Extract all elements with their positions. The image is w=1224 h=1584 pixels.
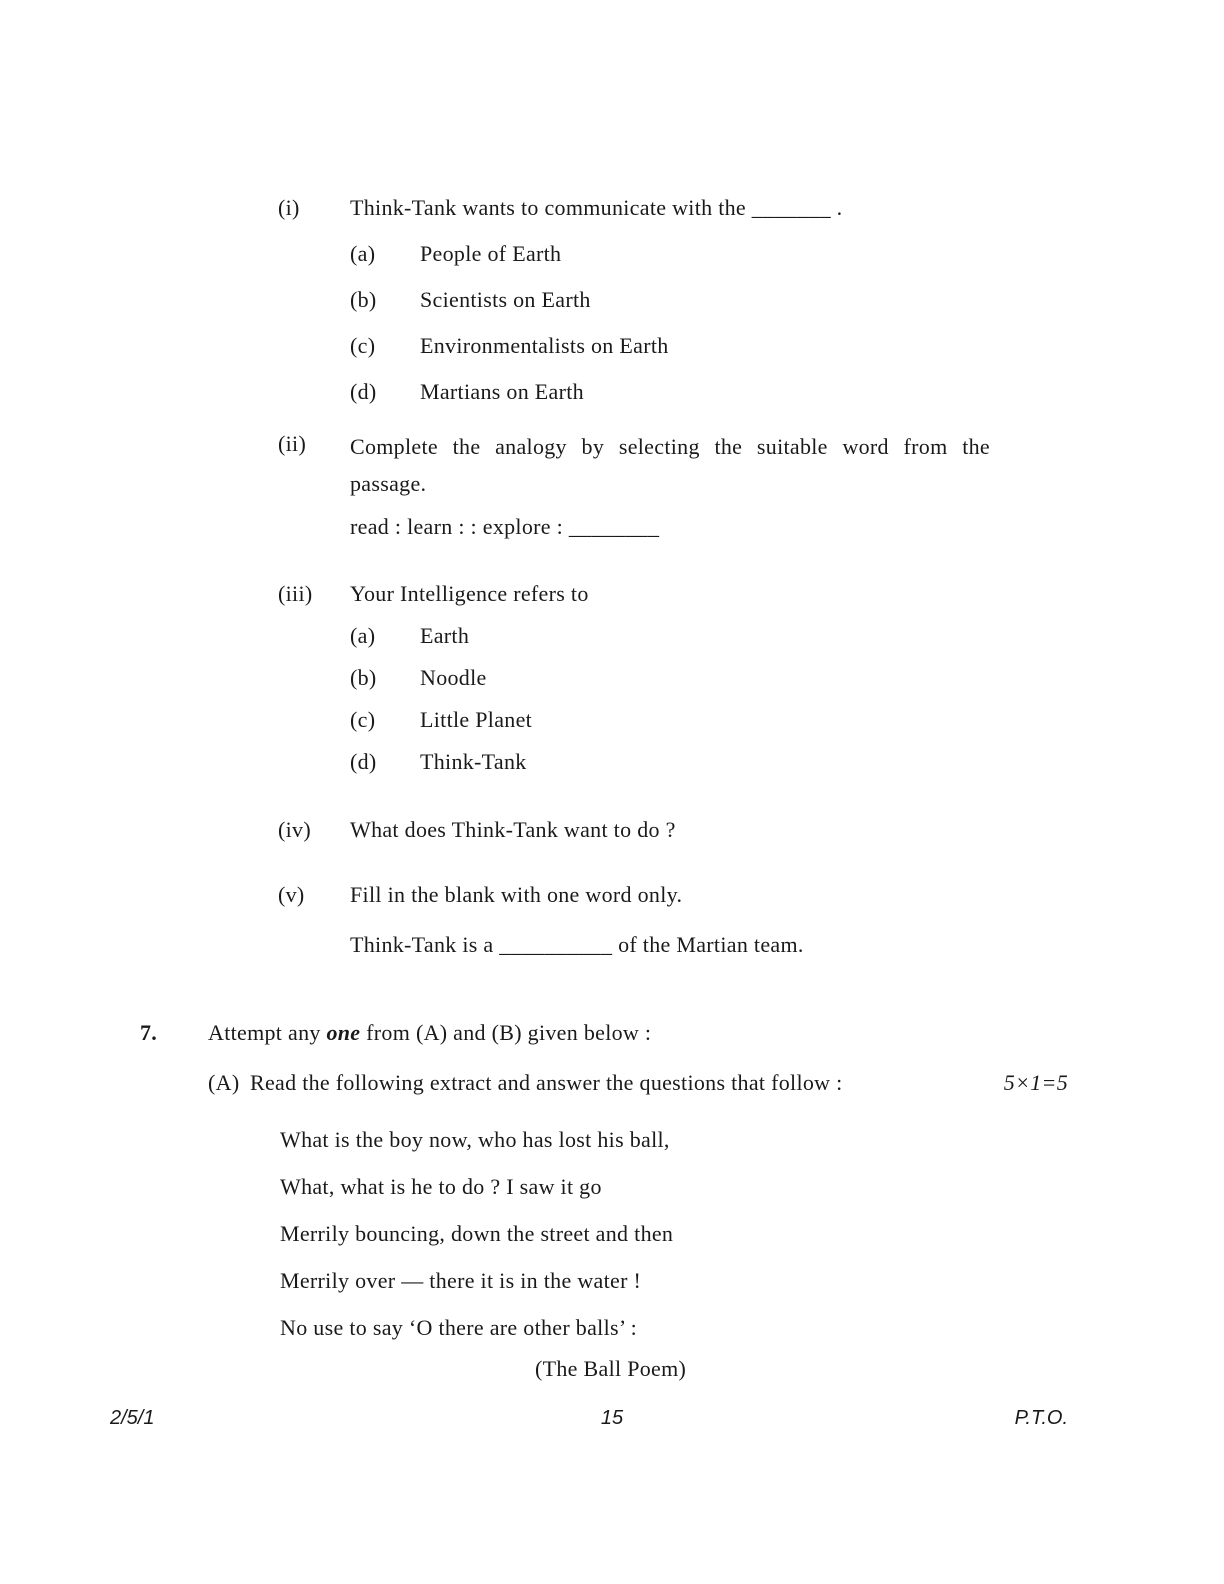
footer-page-number: 15 — [600, 1407, 624, 1429]
option-row — [350, 662, 1224, 693]
poem-line: What is the boy now, who has lost his ball, — [280, 1127, 670, 1152]
option-label: (a) — [350, 623, 376, 648]
option-label: (b) — [350, 665, 377, 690]
option-label: (a) — [350, 241, 376, 266]
poem-line: What, what is he to do ? I saw it go — [280, 1174, 602, 1199]
intro-pre: Attempt any — [208, 1020, 327, 1045]
part-a-label: (A) — [208, 1070, 240, 1095]
footer-pto: P.T.O. — [1014, 1407, 1068, 1429]
subquestion-iii-body — [350, 578, 1224, 777]
option-text: People of Earth — [420, 241, 562, 266]
option-label: (c) — [350, 707, 376, 732]
option-row — [350, 704, 1224, 735]
option-text: Little Planet — [420, 707, 533, 732]
subquestion-i-text: Think-Tank wants to communicate with the _______ . — [350, 195, 843, 220]
option-text: Noodle — [420, 665, 487, 690]
option-row — [350, 330, 1224, 361]
option-text: Martians on Earth — [420, 379, 584, 404]
option-label: (d) — [350, 379, 377, 404]
subquestion-v-text: Fill in the blank with one word only. — [350, 882, 683, 907]
subquestion-iii — [278, 578, 1224, 777]
part-a-instruction: Read the following extract and answer the questions that follow : — [250, 1070, 843, 1095]
subquestion-v-number: (v) — [278, 882, 305, 907]
option-text: Environmentalists on Earth — [420, 333, 669, 358]
subquestion-iii-number: (iii) — [278, 581, 313, 606]
intro-emphasis: one — [326, 1020, 361, 1045]
poem-line: Merrily over — there it is in the water ! — [280, 1268, 642, 1293]
option-row — [350, 238, 1224, 269]
option-text: Earth — [420, 623, 470, 648]
subquestion-iv-text: What does Think-Tank want to do ? — [350, 817, 676, 842]
poem-line: Merrily bouncing, down the street and then — [280, 1221, 674, 1246]
subquestion-ii-text: Complete the analogy by selecting the suitable word from the passage. — [350, 434, 990, 496]
subquestion-i-number: (i) — [278, 195, 300, 220]
analogy-line: read : learn : : explore : ________ — [350, 514, 660, 539]
fill-blank-line: Think-Tank is a __________ of the Martian team. — [350, 932, 804, 957]
question-7-body — [208, 1017, 1068, 1384]
question-7-intro — [208, 1017, 1068, 1048]
part-a-marks: 5×1=5 — [1003, 1070, 1068, 1095]
part-a-row — [208, 1067, 1068, 1098]
subquestion-iv-number: (iv) — [278, 817, 311, 842]
footer-paper-code: 2/5/1 — [110, 1407, 155, 1429]
subquestion-i — [278, 192, 1224, 407]
subquestion-iv-body — [350, 814, 1224, 845]
subquestion-v-body — [350, 879, 1224, 960]
option-row — [350, 746, 1224, 777]
option-label: (b) — [350, 287, 377, 312]
option-label: (d) — [350, 749, 377, 774]
subquestion-iv — [278, 814, 1224, 845]
subquestion-i-body — [350, 192, 1224, 407]
subquestion-v — [278, 879, 1224, 960]
option-label: (c) — [350, 333, 376, 358]
option-row — [350, 284, 1224, 315]
option-row — [350, 620, 1224, 651]
option-text: Think-Tank — [420, 749, 527, 774]
page-footer — [0, 1403, 1224, 1434]
subquestion-ii — [278, 428, 1224, 542]
option-text: Scientists on Earth — [420, 287, 591, 312]
question-7 — [140, 1017, 1224, 1384]
subquestion-ii-number: (ii) — [278, 431, 307, 456]
subquestion-ii-body — [350, 428, 1224, 542]
intro-post: from (A) and (B) given below : — [360, 1020, 652, 1045]
option-row — [350, 376, 1224, 407]
poem-line: No use to say ‘O there are other balls’ : — [280, 1315, 638, 1340]
question-7-number: 7. — [140, 1020, 158, 1045]
subquestion-iii-text: Your Intelligence refers to — [350, 581, 589, 606]
poem-extract — [280, 1124, 1068, 1384]
poem-attribution: (The Ball Poem) — [535, 1356, 687, 1381]
